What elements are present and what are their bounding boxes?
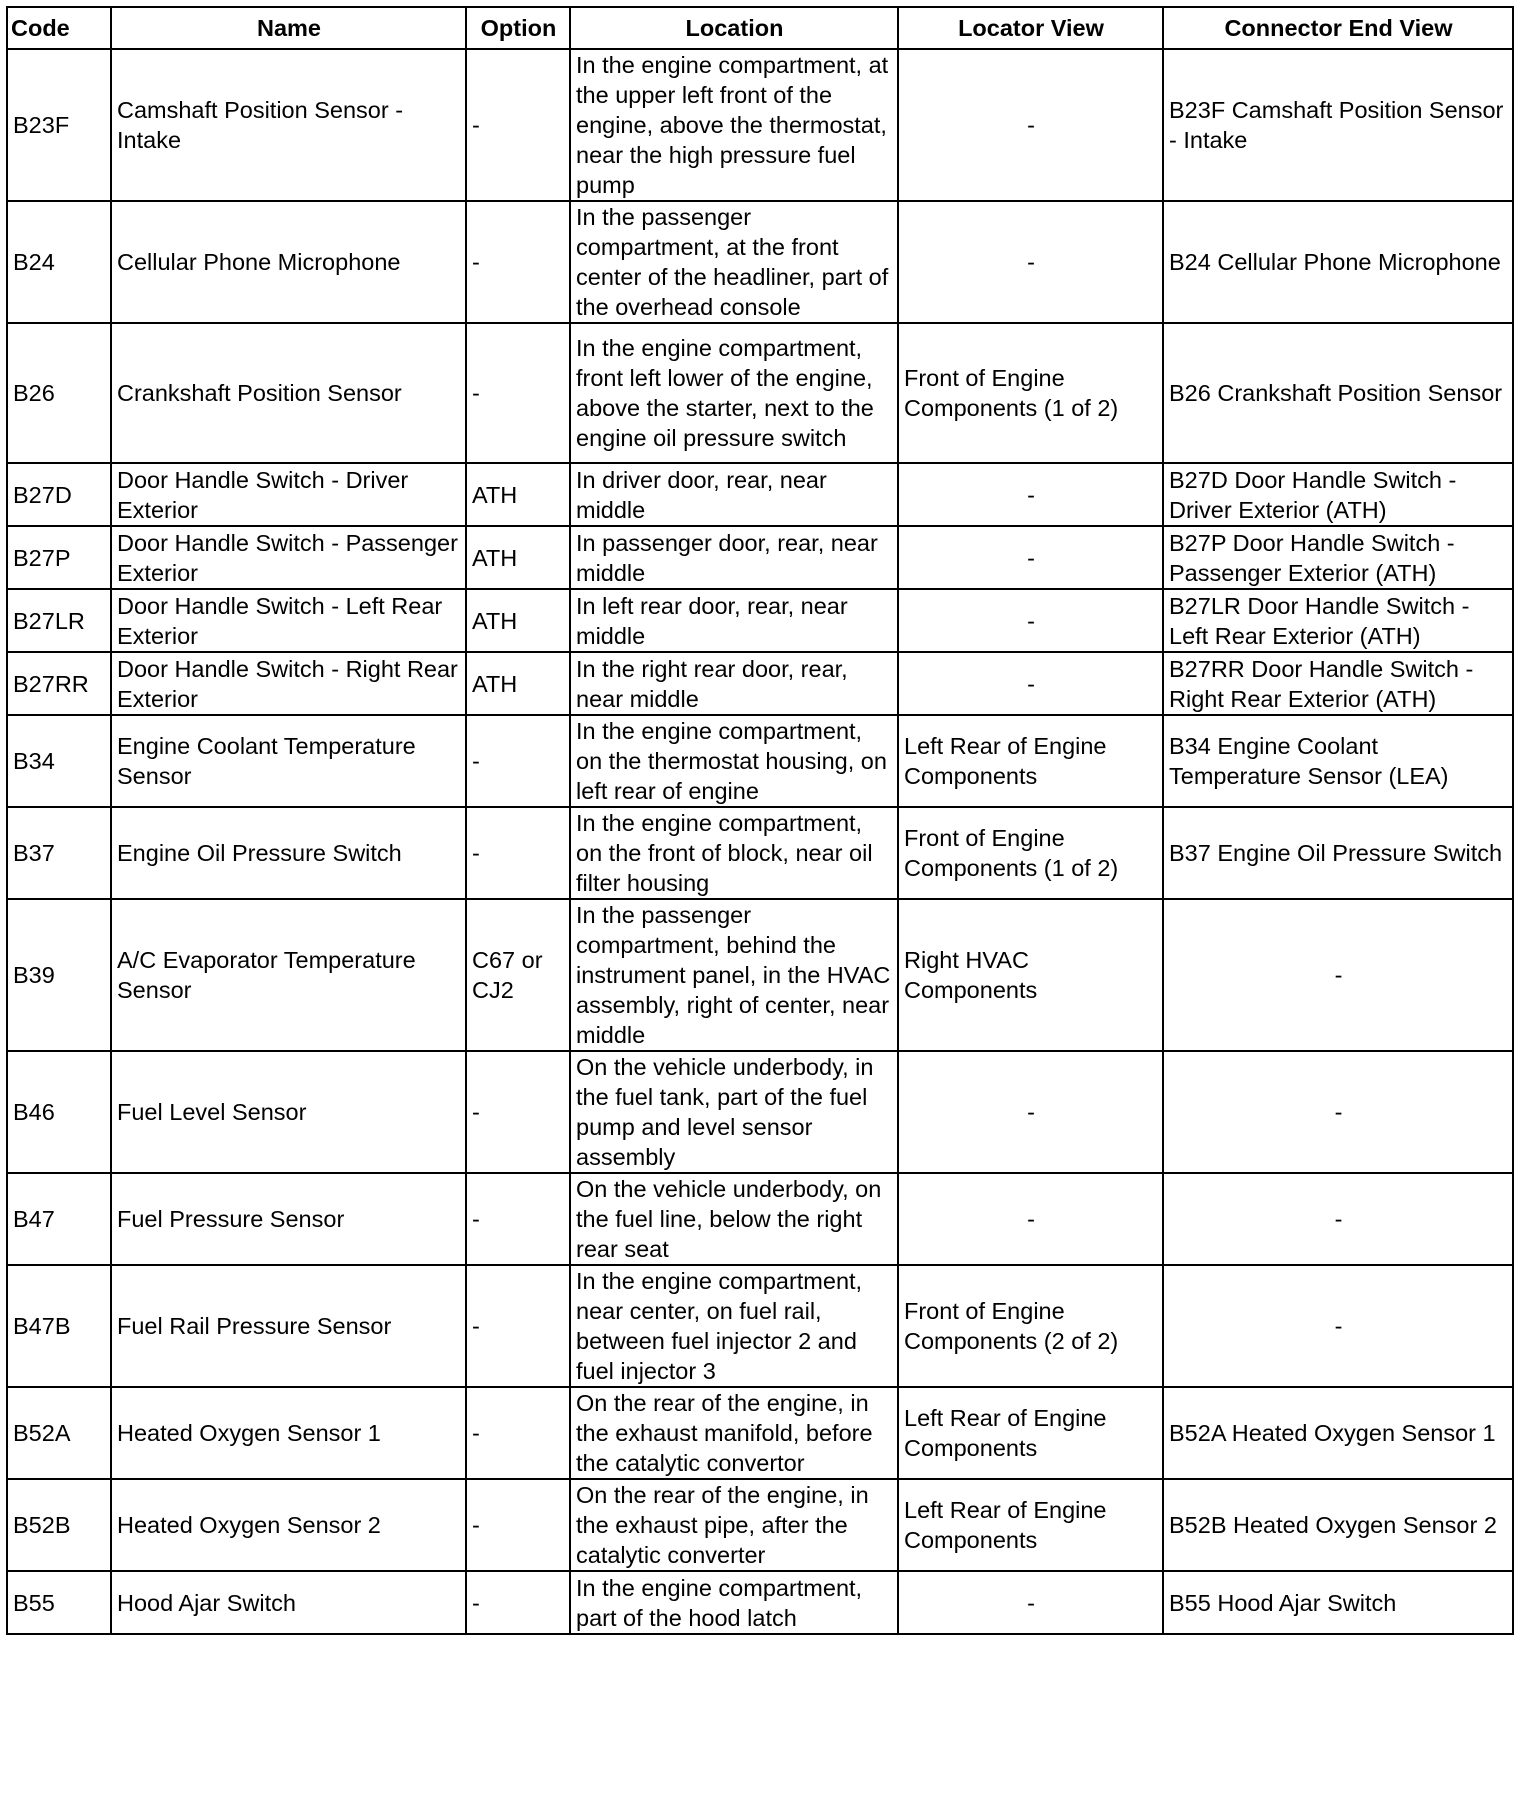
- cell-name: Door Handle Switch - Passenger Exterior: [111, 526, 466, 589]
- cell-option: -: [466, 1479, 570, 1571]
- cell-connector-end-view: B27LR Door Handle Switch - Left Rear Exterior (ATH): [1163, 589, 1513, 652]
- cell-option: -: [466, 715, 570, 807]
- cell-location: In left rear door, rear, near middle: [570, 589, 898, 652]
- cell-location: In passenger door, rear, near middle: [570, 526, 898, 589]
- cell-code: B37: [7, 807, 111, 899]
- cell-name: Heated Oxygen Sensor 1: [111, 1387, 466, 1479]
- cell-location: In the passenger compartment, at the front center of the headliner, part of the overhead console: [570, 201, 898, 323]
- cell-locator-view: -: [898, 463, 1163, 526]
- cell-location: In driver door, rear, near middle: [570, 463, 898, 526]
- cell-option: -: [466, 323, 570, 463]
- cell-name: Door Handle Switch - Right Rear Exterior: [111, 652, 466, 715]
- cell-name: Camshaft Position Sensor - Intake: [111, 49, 466, 201]
- cell-name: Hood Ajar Switch: [111, 1571, 466, 1634]
- cell-locator-view: -: [898, 1173, 1163, 1265]
- cell-code: B47B: [7, 1265, 111, 1387]
- table-row: [7, 1051, 1513, 1173]
- cell-connector-end-view: B37 Engine Oil Pressure Switch: [1163, 807, 1513, 899]
- column-header-name: Name: [111, 7, 466, 49]
- cell-name: Engine Coolant Temperature Sensor: [111, 715, 466, 807]
- cell-connector-end-view: B27RR Door Handle Switch - Right Rear Exterior (ATH): [1163, 652, 1513, 715]
- cell-location: In the engine compartment, at the upper left front of the engine, above the thermostat, near the high pressure fuel pump: [570, 49, 898, 201]
- cell-code: B27LR: [7, 589, 111, 652]
- cell-locator-view: -: [898, 589, 1163, 652]
- cell-location: In the engine compartment, part of the hood latch: [570, 1571, 898, 1634]
- cell-connector-end-view: B27D Door Handle Switch - Driver Exterior (ATH): [1163, 463, 1513, 526]
- cell-location: On the vehicle underbody, in the fuel tank, part of the fuel pump and level sensor assembly: [570, 1051, 898, 1173]
- cell-option: -: [466, 1387, 570, 1479]
- cell-location: On the rear of the engine, in the exhaust manifold, before the catalytic convertor: [570, 1387, 898, 1479]
- cell-code: B39: [7, 899, 111, 1051]
- table-row: [7, 715, 1513, 807]
- table-row: [7, 526, 1513, 589]
- cell-option: ATH: [466, 589, 570, 652]
- cell-connector-end-view: B52B Heated Oxygen Sensor 2: [1163, 1479, 1513, 1571]
- cell-locator-view: Right HVAC Components: [898, 899, 1163, 1051]
- cell-code: B52B: [7, 1479, 111, 1571]
- table-body: [7, 49, 1513, 1634]
- cell-locator-view: Front of Engine Components (1 of 2): [898, 323, 1163, 463]
- column-header-code: Code: [7, 7, 111, 49]
- cell-option: -: [466, 1051, 570, 1173]
- column-header-location: Location: [570, 7, 898, 49]
- cell-option: ATH: [466, 526, 570, 589]
- table-row: [7, 463, 1513, 526]
- cell-option: ATH: [466, 652, 570, 715]
- cell-code: B27P: [7, 526, 111, 589]
- cell-location: In the engine compartment, on the thermostat housing, on left rear of engine: [570, 715, 898, 807]
- cell-option: -: [466, 1571, 570, 1634]
- table-row: [7, 201, 1513, 323]
- cell-locator-view: -: [898, 526, 1163, 589]
- table-row: [7, 652, 1513, 715]
- cell-location: In the engine compartment, front left lower of the engine, above the starter, next to the engine oil pressure switch: [570, 323, 898, 463]
- cell-location: In the passenger compartment, behind the instrument panel, in the HVAC assembly, right of center, near middle: [570, 899, 898, 1051]
- cell-locator-view: Front of Engine Components (2 of 2): [898, 1265, 1163, 1387]
- table-row: [7, 49, 1513, 201]
- table-row: [7, 807, 1513, 899]
- component-location-table: [6, 6, 1514, 1635]
- cell-locator-view: -: [898, 49, 1163, 201]
- cell-location: In the engine compartment, near center, on fuel rail, between fuel injector 2 and fuel injector 3: [570, 1265, 898, 1387]
- table-row: [7, 1479, 1513, 1571]
- cell-connector-end-view: B27P Door Handle Switch - Passenger Exterior (ATH): [1163, 526, 1513, 589]
- cell-connector-end-view: B26 Crankshaft Position Sensor: [1163, 323, 1513, 463]
- table-row: [7, 899, 1513, 1051]
- table-row: [7, 1173, 1513, 1265]
- cell-name: Crankshaft Position Sensor: [111, 323, 466, 463]
- cell-name: Door Handle Switch - Driver Exterior: [111, 463, 466, 526]
- cell-locator-view: Front of Engine Components (1 of 2): [898, 807, 1163, 899]
- cell-name: Fuel Rail Pressure Sensor: [111, 1265, 466, 1387]
- cell-locator-view: -: [898, 652, 1163, 715]
- cell-connector-end-view: -: [1163, 1265, 1513, 1387]
- cell-location: On the vehicle underbody, on the fuel line, below the right rear seat: [570, 1173, 898, 1265]
- cell-code: B34: [7, 715, 111, 807]
- cell-name: Engine Oil Pressure Switch: [111, 807, 466, 899]
- cell-connector-end-view: B55 Hood Ajar Switch: [1163, 1571, 1513, 1634]
- cell-locator-view: Left Rear of Engine Components: [898, 1479, 1163, 1571]
- cell-locator-view: Left Rear of Engine Components: [898, 1387, 1163, 1479]
- column-header-locator-view: Locator View: [898, 7, 1163, 49]
- cell-code: B27D: [7, 463, 111, 526]
- header-row: [7, 7, 1513, 49]
- table-row: [7, 1265, 1513, 1387]
- cell-code: B26: [7, 323, 111, 463]
- cell-connector-end-view: B23F Camshaft Position Sensor - Intake: [1163, 49, 1513, 201]
- cell-code: B24: [7, 201, 111, 323]
- column-header-connector-end-view: Connector End View: [1163, 7, 1513, 49]
- cell-code: B47: [7, 1173, 111, 1265]
- table-row: [7, 323, 1513, 463]
- cell-code: B23F: [7, 49, 111, 201]
- cell-connector-end-view: -: [1163, 1173, 1513, 1265]
- column-header-option: Option: [466, 7, 570, 49]
- cell-code: B27RR: [7, 652, 111, 715]
- cell-option: C67 or CJ2: [466, 899, 570, 1051]
- cell-option: -: [466, 1173, 570, 1265]
- table-row: [7, 589, 1513, 652]
- table-row: [7, 1387, 1513, 1479]
- cell-option: -: [466, 1265, 570, 1387]
- cell-code: B52A: [7, 1387, 111, 1479]
- cell-location: On the rear of the engine, in the exhaust pipe, after the catalytic converter: [570, 1479, 898, 1571]
- cell-name: Cellular Phone Microphone: [111, 201, 466, 323]
- cell-connector-end-view: B24 Cellular Phone Microphone: [1163, 201, 1513, 323]
- cell-name: Fuel Level Sensor: [111, 1051, 466, 1173]
- cell-locator-view: Left Rear of Engine Components: [898, 715, 1163, 807]
- cell-option: -: [466, 201, 570, 323]
- cell-locator-view: -: [898, 1051, 1163, 1173]
- cell-connector-end-view: B34 Engine Coolant Temperature Sensor (LEA): [1163, 715, 1513, 807]
- cell-name: A/C Evaporator Temperature Sensor: [111, 899, 466, 1051]
- cell-code: B46: [7, 1051, 111, 1173]
- cell-locator-view: -: [898, 201, 1163, 323]
- cell-location: In the engine compartment, on the front of block, near oil filter housing: [570, 807, 898, 899]
- cell-connector-end-view: -: [1163, 899, 1513, 1051]
- cell-name: Heated Oxygen Sensor 2: [111, 1479, 466, 1571]
- cell-option: ATH: [466, 463, 570, 526]
- cell-option: -: [466, 49, 570, 201]
- cell-code: B55: [7, 1571, 111, 1634]
- cell-name: Door Handle Switch - Left Rear Exterior: [111, 589, 466, 652]
- cell-option: -: [466, 807, 570, 899]
- table-row: [7, 1571, 1513, 1634]
- cell-connector-end-view: -: [1163, 1051, 1513, 1173]
- cell-locator-view: -: [898, 1571, 1163, 1634]
- cell-connector-end-view: B52A Heated Oxygen Sensor 1: [1163, 1387, 1513, 1479]
- cell-location: In the right rear door, rear, near middle: [570, 652, 898, 715]
- cell-name: Fuel Pressure Sensor: [111, 1173, 466, 1265]
